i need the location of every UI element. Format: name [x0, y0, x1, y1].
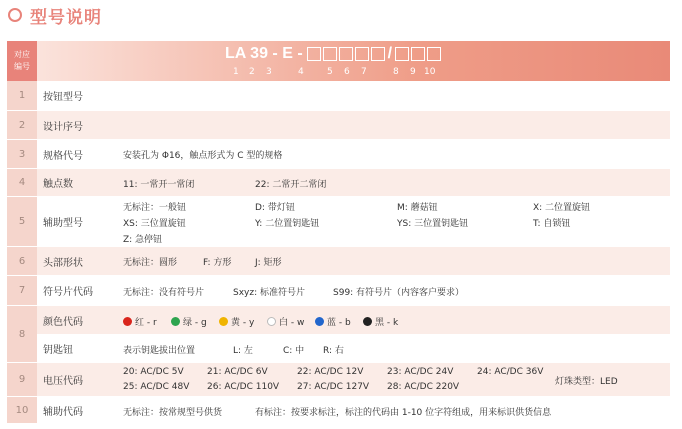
position-digits [37, 67, 670, 79]
code-box [339, 47, 353, 61]
circle-icon [8, 8, 22, 22]
row-name: 钥匙钮 [37, 335, 115, 362]
row-name: 辅助代码 [37, 397, 115, 423]
table-row [7, 111, 670, 140]
green-dot-icon [171, 317, 180, 326]
table-row [7, 276, 670, 306]
yellow-dot-icon [219, 317, 228, 326]
aux-option: Y: 二位置钥匙钮 [255, 219, 320, 229]
position-digit: 5 [327, 67, 333, 77]
aux-option: 无标注：一般钮 [123, 203, 187, 213]
symbol-option: Sxyz: 标准符号片 [233, 288, 305, 298]
position-digit: 10 [424, 67, 436, 77]
symbol-option: S99: 有符号片（内容客户要求） [333, 288, 465, 298]
voltage-option: 28: AC/DC 220V [387, 382, 460, 392]
row-number: 2 [7, 111, 37, 139]
voltage-option: 21: AC/DC 6V [207, 367, 268, 377]
voltage-option: 24: AC/DC 36V [477, 367, 544, 377]
model-table [7, 41, 670, 424]
table-row [7, 247, 670, 276]
position-digit: 3 [266, 67, 272, 77]
aux-option: D: 带灯钮 [255, 203, 295, 213]
row-number: 8 [7, 306, 37, 362]
row-value [115, 276, 670, 305]
row-name: 触点数 [37, 169, 115, 196]
aux-option: YS: 三位置钥匙钮 [397, 219, 469, 229]
table-row [7, 81, 670, 111]
table-row [7, 197, 670, 247]
aux-code-option: 有标注：按要求标注，标注的代码由 1-10 位字符组成，用来标识供货信息 [255, 408, 552, 418]
aux-option: X: 二位置旋钮 [533, 203, 591, 213]
symbol-option: 无标注：没有符号片 [123, 288, 205, 298]
red-dot-icon [123, 317, 132, 326]
aux-code-option: 无标注：按常规型号供货 [123, 408, 223, 418]
shape-option: 无标注：圆形 [123, 258, 178, 268]
position-digit: 4 [298, 67, 304, 77]
code-box [355, 47, 369, 61]
row-name: 规格代号 [37, 140, 115, 168]
key-option: C: 中 [283, 346, 305, 356]
code-box [307, 47, 321, 61]
row-number: 6 [7, 247, 37, 275]
row-value [115, 397, 670, 423]
row-value: 安装孔为 Φ16，触点形式为 C 型的规格 [115, 140, 670, 168]
color-option: 蓝 - b [315, 315, 351, 328]
aux-option: M: 蘑菇钮 [397, 203, 438, 213]
code-box [323, 47, 337, 61]
key-option: R: 右 [323, 346, 344, 356]
position-digit: 7 [361, 67, 367, 77]
row-value [115, 81, 670, 110]
row-number: 4 [7, 169, 37, 196]
color-option: 黑 - k [363, 315, 398, 328]
aux-option: Z: 急停钮 [123, 235, 163, 245]
row-value [115, 306, 670, 334]
shape-option: F: 方形 [203, 258, 232, 268]
table-row [37, 335, 670, 362]
row-name: 电压代码 [37, 363, 115, 396]
contact-option: 22: 二常开二常闭 [255, 180, 327, 190]
row-name: 头部形状 [37, 247, 115, 275]
code-box [395, 47, 409, 61]
model-slash: / [387, 45, 393, 62]
position-digit: 2 [249, 67, 255, 77]
row-number: 9 [7, 363, 37, 396]
code-box [371, 47, 385, 61]
model-code-banner [37, 41, 670, 81]
position-digit: 8 [393, 67, 399, 77]
shape-option: J: 矩形 [255, 258, 282, 268]
key-option: L: 左 [233, 346, 253, 356]
table-row [7, 397, 670, 424]
voltage-option: 20: AC/DC 5V [123, 367, 184, 377]
position-digit: 9 [410, 67, 416, 77]
aux-option: T: 自锁钮 [533, 219, 571, 229]
voltage-option: 25: AC/DC 48V [123, 382, 190, 392]
color-option: 绿 - g [171, 315, 207, 328]
row-value [115, 197, 670, 246]
row-number: 5 [7, 197, 37, 246]
code-box [411, 47, 425, 61]
color-option: 黄 - y [219, 315, 254, 328]
blue-dot-icon [315, 317, 324, 326]
row-number: 10 [7, 397, 37, 423]
led-type: 灯珠类型：LED [555, 377, 618, 387]
contact-option: 11: 一常开一常闭 [123, 180, 195, 190]
code-box [427, 47, 441, 61]
table-header [7, 41, 670, 81]
row-name: 颜色代码 [37, 306, 115, 334]
position-digit: 6 [344, 67, 350, 77]
row-number: 7 [7, 276, 37, 305]
table-row [7, 169, 670, 197]
voltage-option: 27: AC/DC 127V [297, 382, 370, 392]
row-value [115, 111, 670, 139]
row-number: 1 [7, 81, 37, 110]
row-name: 按钮型号 [37, 81, 115, 110]
model-code [225, 45, 442, 63]
header-number-label: 对应 编号 [7, 41, 37, 81]
key-option: 表示钥匙拔出位置 [123, 346, 196, 356]
row-name: 设计序号 [37, 111, 115, 139]
position-digit: 1 [233, 67, 239, 77]
row-number: 3 [7, 140, 37, 168]
color-option: 白 - w [267, 315, 304, 328]
section-title-text: 型号说明 [30, 7, 102, 28]
black-dot-icon [363, 317, 372, 326]
voltage-option: 23: AC/DC 24V [387, 367, 454, 377]
model-prefix: LA 39 - E - [225, 45, 303, 62]
voltage-option: 26: AC/DC 110V [207, 382, 280, 392]
row-value [115, 247, 670, 275]
row-name: 符号片代码 [37, 276, 115, 305]
aux-option: XS: 三位置旋钮 [123, 219, 186, 229]
table-row [7, 140, 670, 169]
row-value [115, 335, 670, 362]
table-row [7, 363, 670, 397]
white-dot-icon [267, 317, 276, 326]
row-name: 辅助型号 [37, 197, 115, 246]
voltage-option: 22: AC/DC 12V [297, 367, 364, 377]
table-row [37, 306, 670, 335]
row-value [115, 363, 670, 396]
color-key-group [7, 306, 670, 363]
section-title [8, 4, 102, 26]
row-value [115, 169, 670, 196]
color-option: 红 - r [123, 315, 157, 328]
